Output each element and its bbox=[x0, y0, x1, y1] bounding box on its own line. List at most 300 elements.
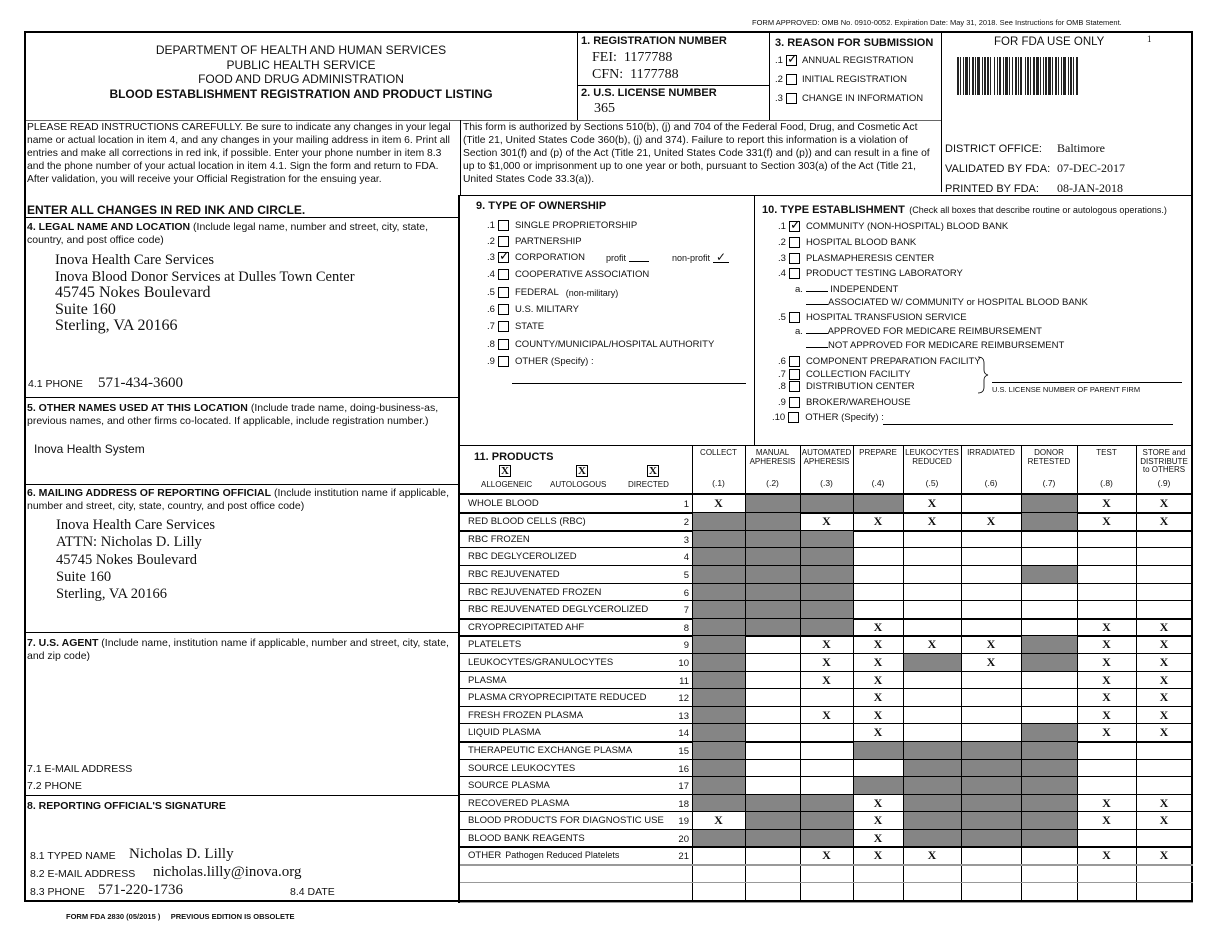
product-cell[interactable] bbox=[1078, 760, 1136, 776]
product-cell[interactable] bbox=[801, 742, 853, 759]
product-cell[interactable] bbox=[1078, 601, 1136, 618]
product-check-mark: X bbox=[1159, 496, 1169, 510]
column-header: PREPARE bbox=[859, 448, 897, 457]
product-cell[interactable] bbox=[904, 724, 961, 741]
product-cell[interactable] bbox=[1078, 883, 1136, 902]
product-cell[interactable] bbox=[1022, 548, 1077, 565]
ownership-option-number: .1 bbox=[487, 220, 495, 231]
product-cell[interactable] bbox=[1137, 548, 1192, 565]
registration-label: 1. REGISTRATION NUMBER bbox=[581, 35, 727, 47]
other-names-value: Inova Health System bbox=[34, 442, 145, 456]
product-cell[interactable] bbox=[854, 601, 903, 618]
shaded-cell bbox=[962, 760, 1021, 776]
ownership-checkbox[interactable] bbox=[498, 287, 509, 298]
product-label bbox=[468, 692, 646, 703]
ownership-checkbox[interactable] bbox=[498, 236, 509, 247]
product-cell[interactable] bbox=[746, 865, 800, 882]
establishment-option-number: .8 bbox=[778, 381, 786, 392]
shaded-cell bbox=[746, 830, 800, 846]
bracket-icon bbox=[976, 355, 990, 395]
product-cell[interactable] bbox=[962, 601, 1021, 618]
product-name: THERAPEUTIC EXCHANGE PLASMA bbox=[468, 745, 633, 756]
product-cell[interactable] bbox=[904, 883, 961, 902]
ownership-option bbox=[487, 356, 594, 367]
shaded-cell bbox=[962, 830, 1021, 846]
not-approved-blank[interactable] bbox=[806, 347, 828, 348]
product-check-mark: X bbox=[1102, 514, 1111, 528]
product-cell[interactable] bbox=[746, 724, 800, 741]
product-check-mark: X bbox=[1102, 673, 1111, 687]
shaded-cell bbox=[801, 531, 853, 547]
product-type-label: DIRECTED bbox=[628, 480, 669, 489]
product-cell[interactable] bbox=[854, 566, 903, 583]
product-cell[interactable] bbox=[904, 689, 961, 706]
product-cell[interactable] bbox=[854, 883, 903, 902]
product-cell[interactable] bbox=[746, 672, 800, 688]
product-cell[interactable] bbox=[962, 847, 1021, 864]
product-cell[interactable] bbox=[904, 672, 961, 688]
product-cell[interactable] bbox=[1137, 584, 1192, 600]
shaded-cell bbox=[801, 584, 853, 600]
profit-blank[interactable] bbox=[629, 261, 649, 262]
approved-label: APPROVED FOR MEDICARE REIMBURSEMENT bbox=[827, 326, 1042, 337]
reason-option bbox=[775, 55, 913, 66]
product-cell[interactable] bbox=[962, 548, 1021, 565]
shaded-cell bbox=[904, 830, 961, 846]
product-cell[interactable] bbox=[962, 584, 1021, 600]
establishment-checkbox[interactable] bbox=[789, 381, 800, 392]
ownership-option bbox=[487, 287, 618, 298]
printed-label: PRINTED BY FDA: bbox=[945, 183, 1039, 195]
product-cell[interactable] bbox=[1137, 601, 1192, 618]
product-check-mark: X bbox=[873, 655, 883, 669]
product-check-mark: X bbox=[873, 796, 883, 810]
product-cell[interactable] bbox=[1022, 883, 1077, 902]
associated-blank[interactable] bbox=[806, 304, 828, 305]
product-cell[interactable] bbox=[1078, 531, 1136, 547]
product-cell[interactable] bbox=[1078, 777, 1136, 794]
product-cell[interactable] bbox=[904, 584, 961, 600]
column-number: (.6) bbox=[984, 478, 998, 488]
license-label: 2. U.S. LICENSE NUMBER bbox=[581, 87, 717, 99]
product-cell[interactable] bbox=[1137, 883, 1192, 902]
product-cell[interactable] bbox=[746, 777, 800, 794]
column-number: (.2) bbox=[766, 478, 779, 488]
product-check-mark: X bbox=[1159, 725, 1169, 739]
product-row-number: 15 bbox=[678, 746, 689, 757]
sub5-a-label: a. bbox=[795, 326, 803, 337]
ownership-option-number: .2 bbox=[487, 236, 495, 247]
authority-text: This form is authorized by Sections 510(b), (j) and 704 of the Federal Food, Drug, and Cosmetic Act (Title 21, United States Code 360(b), (j) and 374). Failure to report this information is a violation of Section 301(f) and (p) of the Act (Title 21, United States Code 331(f) and (p)) and can result in a fine of up to $1,000 or imprisonment up to one year or both, pursuant to Section 303(a) of the Act (Title 21, United States Code 33.3(a)). bbox=[463, 122, 930, 185]
mailing-label-bold: 6. MAILING ADDRESS OF REPORTING OFFICIAL bbox=[27, 487, 272, 499]
ownership-option-label: U.S. MILITARY bbox=[514, 304, 579, 315]
shaded-cell bbox=[962, 812, 1021, 829]
reason-checkbox[interactable] bbox=[786, 93, 797, 104]
product-check-mark: X bbox=[1102, 496, 1111, 510]
product-check-mark: X bbox=[1159, 848, 1169, 862]
column-number: (.1) bbox=[712, 478, 725, 488]
ownership-checkbox[interactable] bbox=[498, 304, 509, 315]
product-cell[interactable] bbox=[962, 689, 1021, 706]
product-cell[interactable] bbox=[1137, 760, 1192, 776]
product-cell[interactable] bbox=[962, 672, 1021, 688]
product-cell[interactable] bbox=[1078, 742, 1136, 759]
product-cell[interactable] bbox=[904, 865, 961, 882]
product-name: RBC DEGLYCEROLIZED bbox=[468, 551, 577, 562]
product-check-mark: X bbox=[873, 637, 883, 651]
establishment-option bbox=[778, 221, 1008, 232]
reason-option bbox=[775, 93, 923, 104]
product-row-number: 17 bbox=[678, 781, 689, 792]
shaded-cell bbox=[746, 513, 800, 530]
product-cell[interactable] bbox=[1022, 672, 1077, 688]
product-cell[interactable] bbox=[962, 531, 1021, 547]
ownership-checkbox[interactable] bbox=[498, 269, 509, 280]
establishment-option-number: .7 bbox=[778, 369, 786, 380]
product-cell[interactable] bbox=[962, 566, 1021, 583]
establishment-option bbox=[778, 356, 981, 367]
product-label bbox=[468, 833, 585, 844]
product-cell[interactable] bbox=[746, 742, 800, 759]
product-cell[interactable] bbox=[801, 865, 853, 882]
product-cell[interactable] bbox=[1137, 865, 1192, 882]
establishment-checkbox[interactable] bbox=[788, 412, 799, 423]
shaded-cell bbox=[1022, 636, 1077, 653]
shaded-cell bbox=[962, 777, 1021, 794]
legal-address-line: Suite 160 bbox=[55, 300, 116, 318]
product-type-checkbox[interactable]: X bbox=[647, 465, 659, 477]
reason-checkbox[interactable] bbox=[786, 74, 797, 85]
product-label bbox=[468, 815, 664, 826]
product-cell[interactable] bbox=[693, 865, 745, 882]
product-label bbox=[468, 516, 586, 527]
fda-use-label: FOR FDA USE ONLY bbox=[994, 36, 1105, 48]
product-row-number: 6 bbox=[683, 588, 689, 599]
product-cell[interactable] bbox=[1022, 531, 1077, 547]
product-cell[interactable] bbox=[962, 619, 1021, 635]
product-cell[interactable] bbox=[1137, 777, 1192, 794]
typed-name-label: 8.1 TYPED NAME bbox=[30, 850, 116, 862]
product-cell[interactable] bbox=[1137, 742, 1192, 759]
product-cell[interactable] bbox=[1137, 830, 1192, 846]
product-cell[interactable] bbox=[746, 847, 800, 864]
product-name: SOURCE PLASMA bbox=[468, 780, 550, 791]
establishment-option-label: COMMUNITY (NON-HOSPITAL) BLOOD BANK bbox=[805, 221, 1009, 232]
ownership-option-label: OTHER (Specify) : bbox=[514, 356, 594, 367]
shaded-cell bbox=[746, 566, 800, 583]
establishment-checkbox[interactable] bbox=[789, 253, 800, 264]
mailing-address bbox=[56, 517, 215, 603]
product-check-mark: X bbox=[1102, 620, 1111, 634]
establishment-checkbox[interactable] bbox=[789, 397, 800, 408]
district-label: DISTRICT OFFICE: bbox=[945, 143, 1042, 155]
independent-blank[interactable] bbox=[806, 291, 828, 292]
product-label bbox=[468, 798, 569, 809]
product-cell[interactable] bbox=[746, 636, 800, 653]
agent-phone-label: 7.2 PHONE bbox=[27, 780, 82, 792]
other-names-label-bold: 5. OTHER NAMES USED AT THIS LOCATION bbox=[27, 402, 248, 414]
shaded-cell bbox=[693, 619, 745, 635]
product-cell[interactable] bbox=[904, 531, 961, 547]
product-check-mark: X bbox=[1102, 637, 1111, 651]
product-name: RBC FROZEN bbox=[468, 534, 530, 545]
shaded-cell bbox=[1022, 795, 1077, 811]
ownership-option-label: COOPERATIVE ASSOCIATION bbox=[514, 269, 650, 280]
shaded-cell bbox=[1022, 760, 1077, 776]
product-cell[interactable] bbox=[854, 760, 903, 776]
shaded-cell bbox=[693, 654, 745, 671]
establishment-option bbox=[778, 369, 910, 380]
shaded-cell bbox=[693, 513, 745, 530]
shaded-cell bbox=[693, 724, 745, 741]
nonprofit-check[interactable]: ✓ bbox=[713, 252, 729, 263]
reason-label: 3. REASON FOR SUBMISSION bbox=[775, 37, 934, 49]
product-cell[interactable] bbox=[962, 883, 1021, 902]
license-value: 365 bbox=[594, 101, 615, 116]
ownership-option bbox=[487, 252, 729, 263]
agency-header bbox=[26, 43, 576, 101]
ownership-option bbox=[487, 321, 544, 332]
shaded-cell bbox=[854, 495, 903, 512]
product-row-number: 8 bbox=[683, 623, 689, 634]
shaded-cell bbox=[1022, 777, 1077, 794]
product-name: CRYOPRECIPITATED AHF bbox=[468, 622, 585, 633]
product-cell[interactable] bbox=[1022, 584, 1077, 600]
product-cell[interactable] bbox=[746, 760, 800, 776]
product-label bbox=[468, 780, 550, 791]
product-type-label: AUTOLOGOUS bbox=[550, 480, 607, 489]
column-number: (.8) bbox=[1100, 478, 1113, 488]
ownership-option-label: SINGLE PROPRIETORSHIP bbox=[514, 220, 638, 231]
product-cell[interactable] bbox=[1022, 601, 1077, 618]
not-approved-label: NOT APPROVED FOR MEDICARE REIMBURSEMENT bbox=[828, 340, 1065, 351]
location-phone-label: 4.1 PHONE bbox=[28, 378, 83, 390]
product-check-mark: X bbox=[822, 848, 831, 862]
reason-option-label: CHANGE IN INFORMATION bbox=[801, 93, 924, 104]
product-cell[interactable] bbox=[1078, 566, 1136, 583]
ownership-option-number: .3 bbox=[487, 252, 495, 263]
shaded-cell bbox=[1022, 654, 1077, 671]
establishment-checkbox[interactable] bbox=[789, 237, 800, 248]
product-cell[interactable] bbox=[1078, 548, 1136, 565]
product-cell[interactable] bbox=[904, 707, 961, 723]
legal-address-line: 45745 Nokes Boulevard bbox=[55, 284, 211, 301]
signature-date-label: 8.4 DATE bbox=[290, 886, 335, 898]
product-check-mark: X bbox=[927, 514, 937, 528]
establishment-label bbox=[762, 200, 1167, 218]
cfn-label: CFN: bbox=[592, 67, 624, 82]
product-cell[interactable] bbox=[746, 707, 800, 723]
medicare-not-approved bbox=[806, 340, 1064, 351]
product-cell[interactable] bbox=[1022, 707, 1077, 723]
product-cell[interactable] bbox=[904, 548, 961, 565]
reason-option bbox=[775, 74, 907, 85]
column-number: (.5) bbox=[925, 478, 939, 488]
product-label bbox=[468, 850, 619, 861]
reason-option-number: .2 bbox=[775, 74, 783, 85]
ownership-option-label: FEDERAL bbox=[514, 287, 559, 298]
column-header: DONOR RETESTED bbox=[1027, 448, 1071, 466]
product-check-mark: X bbox=[1102, 848, 1111, 862]
ownership-option bbox=[487, 304, 579, 315]
shaded-cell bbox=[693, 795, 745, 811]
product-row-number: 14 bbox=[678, 728, 689, 739]
cfn-value: 1177788 bbox=[630, 67, 679, 82]
other-product-value[interactable]: Pathogen Reduced Platelets bbox=[505, 850, 620, 860]
product-cell[interactable] bbox=[746, 689, 800, 706]
product-cell[interactable] bbox=[693, 847, 745, 864]
product-name: OTHER bbox=[468, 850, 502, 861]
instructions-text: PLEASE READ INSTRUCTIONS CAREFULLY. Be sure to indicate any changes in your legal name or actual location in item 4, and any changes in your mailing address in item 6. Print all entries and make all corrections in red ink, if possible. Enter your phone number in item 8.3 and the phone number of your actual location in item 4.1. Sign the form and return to FDA. After validation, you will receive your Official Registration for the ensuing year. bbox=[27, 122, 451, 185]
establishment-checkbox[interactable] bbox=[789, 369, 800, 380]
establishment-option bbox=[778, 381, 915, 392]
shaded-cell bbox=[693, 760, 745, 776]
product-cell[interactable] bbox=[962, 495, 1021, 512]
product-cell[interactable] bbox=[1078, 865, 1136, 882]
product-name: RBC REJUVENATED bbox=[468, 569, 560, 580]
grid-row-line bbox=[460, 902, 1193, 903]
product-cell[interactable] bbox=[962, 865, 1021, 882]
product-cell[interactable] bbox=[746, 883, 800, 902]
form-footer: FORM FDA 2830 (05/2015 ) PREVIOUS EDITION IS OBSOLETE bbox=[66, 912, 295, 921]
product-check-mark: X bbox=[1159, 708, 1169, 722]
product-cell[interactable] bbox=[1022, 865, 1077, 882]
product-cell[interactable] bbox=[801, 883, 853, 902]
validated-label: VALIDATED BY FDA: bbox=[945, 163, 1051, 175]
official-phone-value: 571-220-1736 bbox=[98, 882, 183, 898]
product-cell[interactable] bbox=[1022, 619, 1077, 635]
product-cell[interactable] bbox=[1078, 584, 1136, 600]
product-cell[interactable] bbox=[1022, 689, 1077, 706]
agent-label-bold: 7. U.S. AGENT bbox=[27, 637, 99, 649]
other-names-label bbox=[27, 402, 455, 427]
product-cell[interactable] bbox=[904, 566, 961, 583]
product-cell[interactable] bbox=[1137, 531, 1192, 547]
legal-address-line: Inova Blood Donor Services at Dulles Town Center bbox=[55, 268, 355, 285]
product-check-mark: X bbox=[927, 496, 937, 510]
product-row-number: 21 bbox=[678, 851, 689, 862]
mailing-address-line: Suite 160 bbox=[56, 568, 112, 585]
associated-label: ASSOCIATED W/ COMMUNITY or HOSPITAL BLOOD BANK bbox=[828, 297, 1088, 308]
official-email-value: nicholas.lilly@inova.org bbox=[153, 864, 302, 880]
product-label bbox=[468, 639, 521, 650]
ownership-checkbox[interactable] bbox=[498, 220, 509, 231]
product-check-mark: X bbox=[1102, 655, 1111, 669]
typed-name-value: Nicholas D. Lilly bbox=[129, 846, 234, 862]
product-cell[interactable] bbox=[962, 724, 1021, 741]
ownership-checkbox[interactable] bbox=[498, 339, 509, 350]
establishment-option bbox=[778, 237, 916, 248]
ownership-checkbox[interactable] bbox=[498, 252, 509, 263]
product-cell[interactable] bbox=[1078, 830, 1136, 846]
testing-lab-associated bbox=[806, 297, 1088, 308]
establishment-checkbox[interactable] bbox=[789, 268, 800, 279]
establishment-checkbox[interactable] bbox=[789, 221, 800, 232]
product-check-mark: X bbox=[873, 620, 883, 634]
product-check-mark: X bbox=[873, 708, 883, 722]
shaded-cell bbox=[693, 601, 745, 618]
product-cell[interactable] bbox=[801, 760, 853, 776]
reason-checkbox[interactable] bbox=[786, 55, 797, 66]
establishment-checkbox[interactable] bbox=[789, 356, 800, 367]
approved-blank[interactable] bbox=[806, 333, 828, 334]
product-type-checkbox[interactable]: X bbox=[576, 465, 588, 477]
product-check-mark: X bbox=[1159, 673, 1169, 687]
shaded-cell bbox=[854, 742, 903, 759]
shaded-cell bbox=[693, 584, 745, 600]
product-cell[interactable] bbox=[1137, 566, 1192, 583]
product-cell[interactable] bbox=[854, 865, 903, 882]
legal-name-label-bold: 4. LEGAL NAME AND LOCATION bbox=[27, 221, 191, 233]
product-row-number: 20 bbox=[678, 834, 689, 845]
establishment-option-number: .3 bbox=[778, 253, 786, 264]
product-cell[interactable] bbox=[854, 584, 903, 600]
product-label bbox=[468, 727, 541, 738]
establishment-option-number: .6 bbox=[778, 356, 786, 367]
product-row-number: 10 bbox=[678, 658, 689, 669]
ownership-option-label: COUNTY/MUNICIPAL/HOSPITAL AUTHORITY bbox=[514, 339, 715, 350]
product-cell[interactable] bbox=[693, 883, 745, 902]
product-cell[interactable] bbox=[801, 689, 853, 706]
shaded-cell bbox=[1022, 724, 1077, 741]
product-type-checkbox[interactable]: X bbox=[499, 465, 511, 477]
product-cell[interactable] bbox=[801, 724, 853, 741]
shaded-cell bbox=[693, 548, 745, 565]
ownership-checkbox[interactable] bbox=[498, 356, 509, 367]
establishment-checkbox[interactable] bbox=[789, 312, 800, 323]
product-check-mark: X bbox=[822, 637, 831, 651]
product-name: LEUKOCYTES/GRANULOCYTES bbox=[468, 657, 614, 668]
reason-option-label: ANNUAL REGISTRATION bbox=[801, 55, 914, 66]
fei-label: FEI: bbox=[592, 50, 617, 65]
product-cell[interactable] bbox=[1022, 847, 1077, 864]
shaded-cell bbox=[693, 566, 745, 583]
product-check-mark: X bbox=[1159, 813, 1169, 827]
product-name: SOURCE LEUKOCYTES bbox=[468, 763, 576, 774]
reason-option-number: .1 bbox=[775, 55, 783, 66]
product-cell[interactable] bbox=[904, 619, 961, 635]
product-cell[interactable] bbox=[962, 707, 1021, 723]
product-cell[interactable] bbox=[904, 601, 961, 618]
establishment-option bbox=[778, 268, 963, 279]
column-number: (.4) bbox=[871, 478, 885, 488]
product-cell[interactable] bbox=[801, 777, 853, 794]
establishment-option-label: OTHER (Specify) : bbox=[805, 412, 884, 423]
shaded-cell bbox=[801, 812, 853, 829]
product-row-number: 2 bbox=[683, 517, 689, 528]
product-cell[interactable] bbox=[746, 654, 800, 671]
shaded-cell bbox=[746, 495, 800, 512]
legal-address-line: Inova Health Care Services bbox=[55, 252, 215, 268]
establishment-option-number: .10 bbox=[772, 412, 786, 423]
ownership-checkbox[interactable] bbox=[498, 321, 509, 332]
ownership-option bbox=[487, 236, 582, 247]
ownership-option-number: .5 bbox=[487, 287, 495, 298]
establishment-option-label: HOSPITAL TRANSFUSION SERVICE bbox=[805, 312, 967, 323]
product-cell[interactable] bbox=[854, 548, 903, 565]
form-title: BLOOD ESTABLISHMENT REGISTRATION AND PRODUCT LISTING bbox=[109, 86, 493, 101]
shaded-cell bbox=[746, 812, 800, 829]
product-name: FRESH FROZEN PLASMA bbox=[468, 710, 584, 721]
column-number: (.7) bbox=[1042, 478, 1056, 488]
product-check-mark: X bbox=[822, 655, 831, 669]
product-name: PLASMA bbox=[468, 675, 507, 686]
product-cell[interactable] bbox=[854, 531, 903, 547]
product-check-mark: X bbox=[822, 673, 831, 687]
column-header: IRRADIATED bbox=[967, 448, 1015, 457]
product-row-number: 5 bbox=[683, 570, 689, 581]
product-row-number: 4 bbox=[683, 552, 689, 563]
